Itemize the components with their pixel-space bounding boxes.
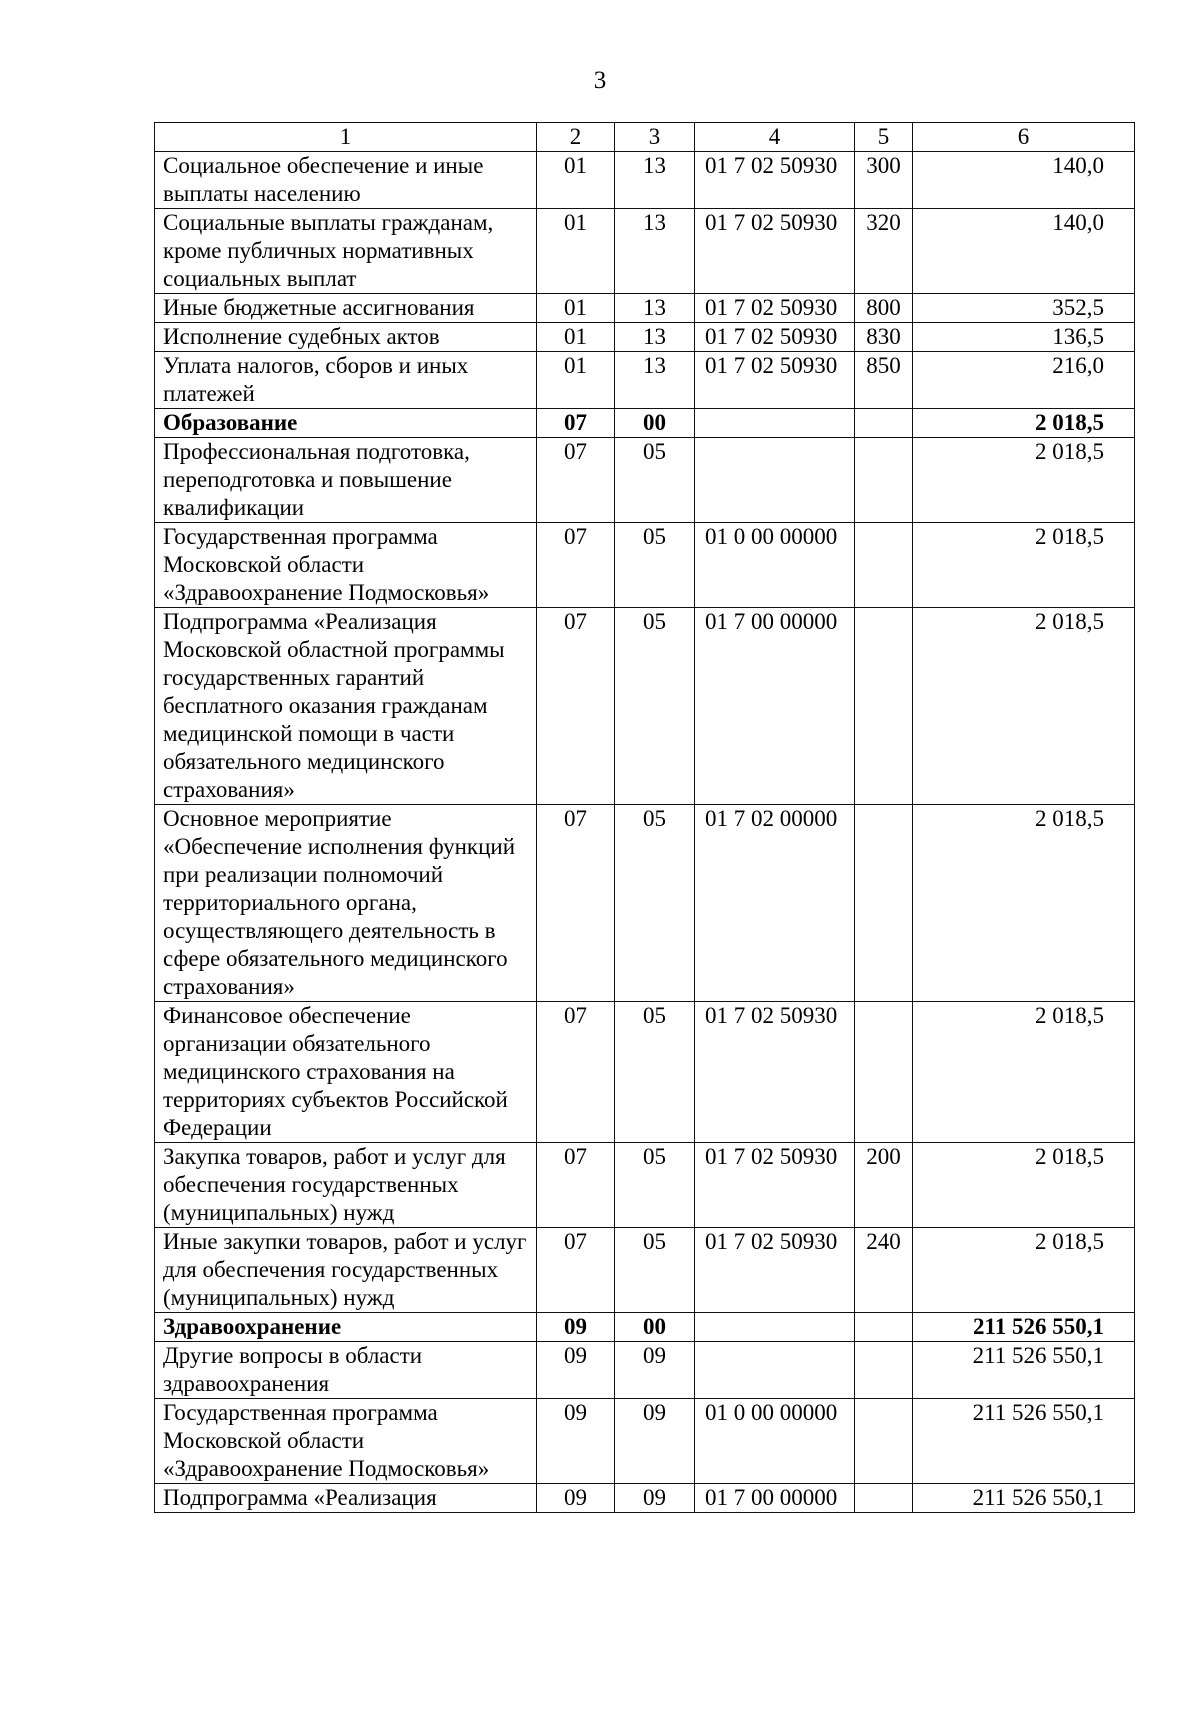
table-row: [155, 1002, 1135, 1143]
amount-cell: 2 018,5: [913, 438, 1135, 523]
amount-cell: 216,0: [913, 352, 1135, 409]
expense-name-cell: Подпрограмма «Реализация Московской областной программы государственных гарантий бесплатного оказания гражданам медицинской помощи в части обязательного медицинского страхования»: [155, 608, 537, 805]
target-article-cell: 01 7 02 50930: [695, 1002, 855, 1143]
expense-type-cell: [855, 1342, 913, 1399]
subsection-code-cell: 13: [615, 152, 695, 209]
subsection-code-cell: 09: [615, 1484, 695, 1513]
amount-cell: 2 018,5: [913, 1228, 1135, 1313]
expense-name-cell: Подпрограмма «Реализация: [155, 1484, 537, 1513]
amount-cell: 211 526 550,1: [913, 1484, 1135, 1513]
subsection-code-cell: 13: [615, 209, 695, 294]
expense-name-cell: Исполнение судебных актов: [155, 323, 537, 352]
target-article-cell: 01 7 02 50930: [695, 323, 855, 352]
amount-cell: 2 018,5: [913, 1002, 1135, 1143]
expense-name-cell: Профессиональная подготовка, переподготовка и повышение квалификации: [155, 438, 537, 523]
subsection-code-cell: 05: [615, 805, 695, 1002]
expense-type-cell: [855, 608, 913, 805]
amount-cell: 211 526 550,1: [913, 1342, 1135, 1399]
table-row: [155, 209, 1135, 294]
amount-cell: 140,0: [913, 152, 1135, 209]
table-body: [155, 152, 1135, 1513]
table-row: [155, 805, 1135, 1002]
column-number: 6: [913, 123, 1135, 152]
table-row: [155, 1484, 1135, 1513]
table-row: [155, 438, 1135, 523]
amount-cell: 2 018,5: [913, 805, 1135, 1002]
table-row: [155, 523, 1135, 608]
amount-cell: 2 018,5: [913, 409, 1135, 438]
target-article-cell: 01 7 02 50930: [695, 352, 855, 409]
target-article-cell: 01 0 00 00000: [695, 1399, 855, 1484]
subsection-code-cell: 05: [615, 438, 695, 523]
target-article-cell: 01 7 02 50930: [695, 1143, 855, 1228]
table-row: [155, 1399, 1135, 1484]
expense-type-cell: 320: [855, 209, 913, 294]
section-code-cell: 09: [537, 1342, 615, 1399]
expense-type-cell: 800: [855, 294, 913, 323]
subsection-code-cell: 09: [615, 1399, 695, 1484]
target-article-cell: [695, 409, 855, 438]
expense-type-cell: [855, 1002, 913, 1143]
amount-cell: 211 526 550,1: [913, 1313, 1135, 1342]
amount-cell: 2 018,5: [913, 523, 1135, 608]
section-code-cell: 01: [537, 152, 615, 209]
expense-name-cell: Закупка товаров, работ и услуг для обеспечения государственных (муниципальных) нужд: [155, 1143, 537, 1228]
table-row: [155, 1342, 1135, 1399]
expense-name-cell: Другие вопросы в области здравоохранения: [155, 1342, 537, 1399]
section-code-cell: 09: [537, 1399, 615, 1484]
expense-name-cell: Социальные выплаты гражданам, кроме публичных нормативных социальных выплат: [155, 209, 537, 294]
section-code-cell: 07: [537, 438, 615, 523]
table-row: [155, 352, 1135, 409]
expense-name-cell: Здравоохранение: [155, 1313, 537, 1342]
section-code-cell: 01: [537, 352, 615, 409]
target-article-cell: 01 7 00 00000: [695, 1484, 855, 1513]
target-article-cell: 01 7 02 50930: [695, 1228, 855, 1313]
expense-type-cell: [855, 409, 913, 438]
subsection-code-cell: 13: [615, 323, 695, 352]
target-article-cell: [695, 1313, 855, 1342]
column-number: 1: [155, 123, 537, 152]
target-article-cell: 01 7 02 50930: [695, 152, 855, 209]
column-number: 4: [695, 123, 855, 152]
table-row: [155, 294, 1135, 323]
amount-cell: 352,5: [913, 294, 1135, 323]
budget-table: [154, 122, 1135, 1513]
subsection-code-cell: 05: [615, 1002, 695, 1143]
section-code-cell: 09: [537, 1313, 615, 1342]
column-number: 2: [537, 123, 615, 152]
amount-cell: 211 526 550,1: [913, 1399, 1135, 1484]
table-row: [155, 1313, 1135, 1342]
expense-name-cell: Основное мероприятие «Обеспечение исполнения функций при реализации полномочий территориального органа, осуществляющего деятельность в сфере обязательного медицинского страхования»: [155, 805, 537, 1002]
target-article-cell: 01 7 02 50930: [695, 209, 855, 294]
expense-type-cell: [855, 805, 913, 1002]
expense-type-cell: 240: [855, 1228, 913, 1313]
target-article-cell: 01 0 00 00000: [695, 523, 855, 608]
expense-type-cell: [855, 1313, 913, 1342]
section-code-cell: 07: [537, 608, 615, 805]
section-code-cell: 07: [537, 1228, 615, 1313]
table-row: [155, 152, 1135, 209]
target-article-cell: 01 7 00 00000: [695, 608, 855, 805]
subsection-code-cell: 05: [615, 1143, 695, 1228]
column-number-row: [155, 123, 1135, 152]
expense-name-cell: Образование: [155, 409, 537, 438]
section-code-cell: 01: [537, 323, 615, 352]
column-number: 5: [855, 123, 913, 152]
expense-type-cell: [855, 523, 913, 608]
table-row: [155, 323, 1135, 352]
expense-type-cell: [855, 1484, 913, 1513]
table-row: [155, 608, 1135, 805]
expense-type-cell: [855, 438, 913, 523]
expense-name-cell: Социальное обеспечение и иные выплаты населению: [155, 152, 537, 209]
subsection-code-cell: 09: [615, 1342, 695, 1399]
subsection-code-cell: 00: [615, 409, 695, 438]
target-article-cell: 01 7 02 50930: [695, 294, 855, 323]
expense-type-cell: 300: [855, 152, 913, 209]
target-article-cell: [695, 1342, 855, 1399]
expense-type-cell: [855, 1399, 913, 1484]
amount-cell: 2 018,5: [913, 1143, 1135, 1228]
section-code-cell: 07: [537, 409, 615, 438]
section-code-cell: 07: [537, 805, 615, 1002]
subsection-code-cell: 05: [615, 608, 695, 805]
target-article-cell: 01 7 02 00000: [695, 805, 855, 1002]
amount-cell: 2 018,5: [913, 608, 1135, 805]
page-number: 3: [593, 67, 607, 94]
column-number: 3: [615, 123, 695, 152]
expense-name-cell: Финансовое обеспечение организации обязательного медицинского страхования на территориях субъектов Российской Федерации: [155, 1002, 537, 1143]
expense-name-cell: Уплата налогов, сборов и иных платежей: [155, 352, 537, 409]
section-code-cell: 09: [537, 1484, 615, 1513]
table-row: [155, 1228, 1135, 1313]
section-code-cell: 07: [537, 1002, 615, 1143]
subsection-code-cell: 05: [615, 1228, 695, 1313]
section-code-cell: 07: [537, 523, 615, 608]
subsection-code-cell: 00: [615, 1313, 695, 1342]
subsection-code-cell: 13: [615, 352, 695, 409]
expense-name-cell: Иные закупки товаров, работ и услуг для обеспечения государственных (муниципальных) нужд: [155, 1228, 537, 1313]
expense-name-cell: Государственная программа Московской области «Здравоохранение Подмосковья»: [155, 1399, 537, 1484]
subsection-code-cell: 05: [615, 523, 695, 608]
expense-name-cell: Государственная программа Московской области «Здравоохранение Подмосковья»: [155, 523, 537, 608]
expense-type-cell: 830: [855, 323, 913, 352]
subsection-code-cell: 13: [615, 294, 695, 323]
table-row: [155, 1143, 1135, 1228]
table-row: [155, 409, 1135, 438]
section-code-cell: 01: [537, 294, 615, 323]
section-code-cell: 01: [537, 209, 615, 294]
expense-type-cell: 850: [855, 352, 913, 409]
section-code-cell: 07: [537, 1143, 615, 1228]
target-article-cell: [695, 438, 855, 523]
amount-cell: 140,0: [913, 209, 1135, 294]
expense-name-cell: Иные бюджетные ассигнования: [155, 294, 537, 323]
amount-cell: 136,5: [913, 323, 1135, 352]
expense-type-cell: 200: [855, 1143, 913, 1228]
